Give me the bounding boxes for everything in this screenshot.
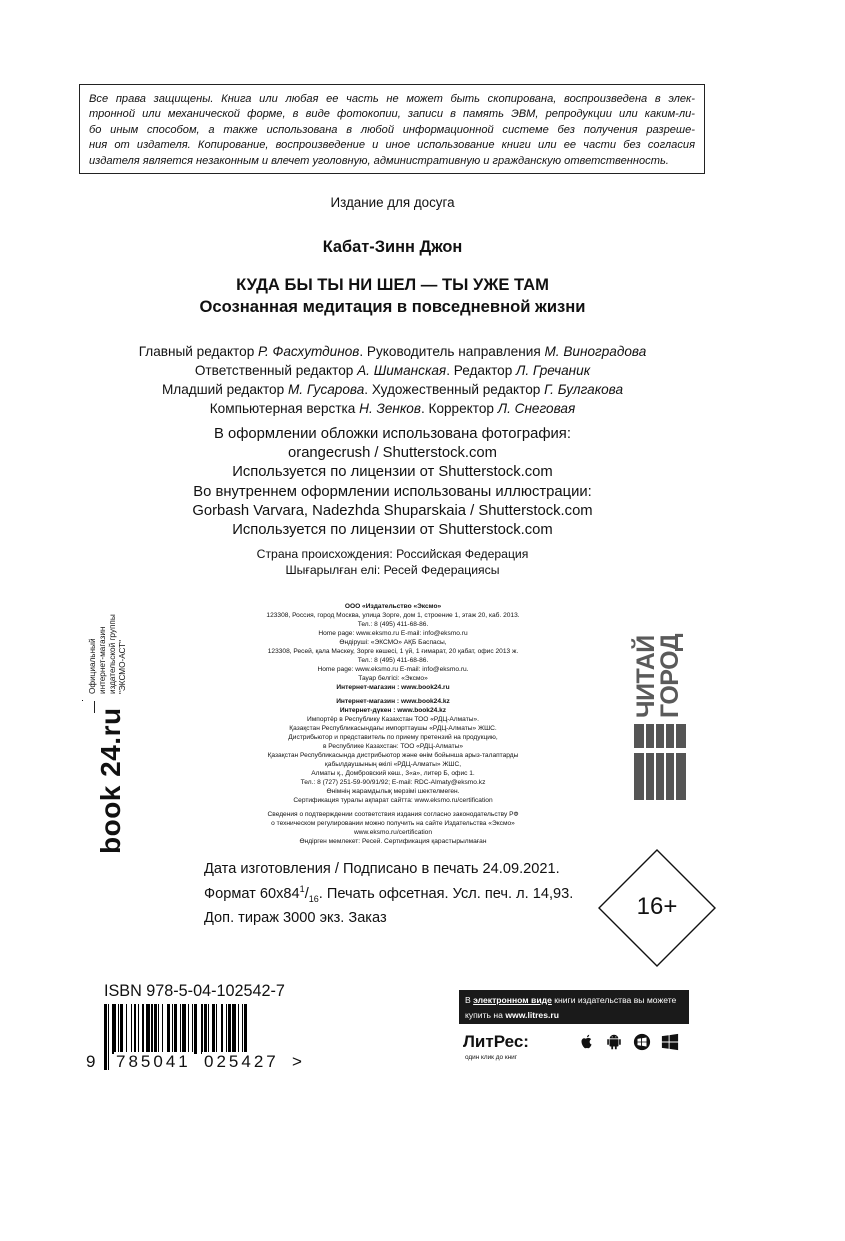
divider (94, 701, 95, 713)
imprint-line: Алматы қ., Домбровский көш., 3«а», литер Б, офис 1. (311, 770, 475, 777)
photo-credit-line: В оформлении обложки использована фотография: (214, 426, 571, 442)
imprint-line: Сертификация туралы ақпарат сайтта: www.eksmo.ru/certification (293, 797, 493, 804)
edition-type: Издание для досуга (330, 195, 455, 210)
print-format: Формат $60х84^1/_{16}$. Печать офсетная. Усл. печ. л. 14,93. (204, 883, 574, 904)
caption-line: Официальный (88, 638, 97, 694)
logo-word: ЧИТАЙ (632, 635, 660, 718)
imprint-line: Тел.: 8 (495) 411-68-86. (357, 621, 429, 628)
barcode-bar (151, 1004, 152, 1054)
barcode-bar (112, 1004, 116, 1054)
country-of-origin (0, 547, 785, 578)
copyright-notice (79, 84, 705, 174)
android-icon (605, 1033, 623, 1051)
barcode-bar (182, 1004, 186, 1054)
barcode-bar (108, 1004, 109, 1070)
barcode-bar (138, 1004, 139, 1054)
imprint-line: о техническом регулировании можно получить на сайте Издательства «Эксмо» (271, 820, 515, 827)
imprint-line: Home page: www.eksmo.ru E-mail: info@eksmo.ru. (317, 666, 469, 673)
publisher-imprint (213, 602, 573, 846)
barcode-bar (188, 1004, 189, 1054)
barcode-digits-left: 785041 (116, 1052, 191, 1071)
logo-word: ГОРОД (656, 633, 684, 718)
barcode (86, 1004, 306, 1074)
imprint-line: Өндірген мемлекет: Ресей. Сертификация қарастырылмаған (299, 838, 487, 845)
imprint-line: Тел.: 8 (495) 411-68-86. (357, 657, 429, 664)
barcode-bar (226, 1004, 227, 1054)
barcode-bar (154, 1004, 157, 1054)
barcode-bar (146, 1004, 150, 1054)
imprint-line: 123308, Россия, город Москва, улица Зорге, дом 1, строение 1, этаж 20, каб. 2013. (266, 612, 520, 619)
barcode-bar (104, 1004, 107, 1070)
imprint-line: www.eksmo.ru/certification (353, 829, 433, 836)
imprint-line: ООО «Издательство «Эксмо» (344, 603, 442, 610)
barcode-bar (201, 1004, 202, 1054)
imprint-line: Дистрибьютор и представитель по приему претензий на продукцию, (288, 734, 498, 741)
barcode-bar (192, 1004, 193, 1054)
barcode-digit: 9 (86, 1052, 96, 1071)
litres-logo: ЛитРес: (463, 1032, 529, 1051)
barcode-bar (228, 1004, 231, 1054)
book24-side-block (58, 602, 148, 872)
barcode-bar (167, 1004, 170, 1054)
barcode-bar (118, 1004, 119, 1054)
barcode-bar (172, 1004, 173, 1054)
imprint-line: қабылдаушының өкілі «РДЦ-Алматы» ЖШС, (324, 761, 462, 768)
imprint-line: Қазақстан Республикасындағы импорттаушы «РДЦ-Алматы» ЖШС. (289, 725, 497, 732)
barcode-bar (126, 1004, 127, 1054)
barcode-bar (158, 1004, 159, 1054)
imprint-line: Интернет-магазин : www.book24.ru (336, 684, 450, 691)
barcode-digits-right: 025427 (204, 1052, 279, 1071)
copyright-line: бо иным способом, а также использована в любой информационной системе без получения разреше- (89, 123, 695, 136)
windows-icon (661, 1033, 679, 1051)
barcode-bar (142, 1004, 145, 1054)
barcode-bar (120, 1004, 123, 1054)
imprint-line: Home page: www.eksmo.ru E-mail: info@eksmo.ru (318, 630, 468, 637)
imprint-line: в Республике Казахстан: ТОО «РДЦ-Алматы» (322, 743, 464, 750)
barcode-bar (131, 1004, 132, 1054)
barcode-bar (134, 1004, 137, 1054)
imprint-line: Интернет-дүкен : www.book24.kz (339, 707, 447, 714)
credit-line: Компьютерная верстка Н. Зенков. Корректор Л. Снеговая (209, 401, 576, 416)
barcode-bar (238, 1004, 239, 1054)
book24-logo: book 24.ru (95, 707, 126, 854)
isbn: ISBN 978-5-04-102542-7 (104, 982, 285, 1000)
photo-credit-line: Используется по лицензии от Shutterstock.com (232, 464, 553, 481)
barcode-bar (242, 1004, 243, 1054)
photo-credit-line: Используется по лицензии от Shutterstock.com (232, 522, 553, 539)
credit-line: Младший редактор М. Гусарова. Художественный редактор Г. Булгакова (161, 382, 624, 397)
caption-line: издательской группы (108, 614, 117, 694)
credit-line: Главный редактор Р. Фасхутдинов. Руководитель направления М. Виноградова (138, 344, 647, 359)
imprint-line: Өндіруші: «ЭКСМО» АҚБ Баспасы, (339, 639, 447, 646)
barcode-bar (194, 1004, 197, 1054)
book-subtitle: Осознанная медитация в повседневной жизни (199, 297, 586, 316)
barcode-bar (221, 1004, 222, 1054)
imprint-line: Тауар белгісі: «Эксмо» (358, 675, 428, 682)
imprint-line: Қазақстан Республикасында дистрибьютор және өнім бойынша арыз-талаптарды (267, 752, 519, 759)
litres-ad-banner: В электронном виде книги издательства вы можете купить на www.litres.ru (459, 990, 689, 1024)
barcode-bar (208, 1004, 209, 1054)
chitai-gorod-mark (634, 724, 686, 800)
country-line: Страна происхождения: Российская Федерация (256, 547, 529, 561)
photo-credit-line: orangecrush / Shutterstock.com (288, 445, 497, 462)
country-line: Шығарылған елі: Ресей Федерациясы (285, 562, 500, 577)
imprint-line: Интернет-магазин : www.book24.kz (336, 698, 450, 705)
barcode-end-mark: > (292, 1052, 302, 1071)
imprint-line: 123308, Ресей, қала Мәскеу, Зорге көшесі, 1 үй, 1 ғимарат, 20 қабат, офис 2013 ж. (267, 648, 519, 655)
barcode-bar (232, 1004, 236, 1054)
chitai-gorod-logo (628, 606, 698, 802)
book24-caption (88, 614, 128, 694)
credit-line: Ответственный редактор А. Шиманская. Редактор Л. Гречаник (194, 363, 591, 378)
copyright-line: тронной или механической форме, в виде фотокопии, записи в память ЭВМ, репродукции или каким-ли- (89, 108, 695, 121)
caption-line: "ЭКСМО-АСТ" (118, 639, 127, 694)
imprint-line: Өнімнің жарамдылық мерзімі шектелмеген. (326, 788, 460, 795)
print-run: Доп. тираж 3000 экз. Заказ (204, 909, 387, 926)
barcode-bar (204, 1004, 207, 1054)
barcode-bar (162, 1004, 163, 1054)
caption-line: интернет-магазин (98, 626, 107, 694)
print-date: Дата изготовления / Подписано в печать 24.09.2021. (204, 861, 560, 877)
photo-credit-line: Gorbash Varvara, Nadezhda Shuparskaia / Shutterstock.com (192, 502, 593, 519)
age-rating-badge (597, 848, 717, 968)
photo-credit-line: Во внутреннем оформлении использованы иллюстрации: (193, 483, 592, 500)
apple-icon (577, 1033, 595, 1051)
imprint-line: Импортёр в Республику Казахстан ТОО «РДЦ-Алматы». (307, 716, 479, 723)
copyright-line: ния от издателя. Копирование, воспроизведение и иное использование книги или ее части без согласия (89, 139, 695, 152)
age-rating-text: 16+ (636, 893, 678, 920)
print-info (204, 860, 604, 928)
copyright-line: издателя является незаконным и влечет уголовную, административную и гражданскую ответственность. (89, 154, 669, 167)
litres-tagline: один клик до книг (465, 1054, 518, 1061)
copyright-line: Все права защищены. Книга или любая ее часть не может быть скопирована, воспроизведена в элек- (89, 93, 695, 105)
photo-credits (0, 425, 785, 540)
imprint-line: Тел.: 8 (727) 251-59-90/91/92; E-mail: RDC-Almaty@eksmo.kz (300, 779, 486, 786)
editorial-credits (0, 342, 785, 418)
author: Кабат-Зинн Джон (322, 238, 463, 256)
imprint-line: Сведения о подтверждении соответствия издания согласно законодательству РФ (267, 811, 519, 818)
windows-phone-icon (633, 1033, 651, 1051)
barcode-bar (216, 1004, 217, 1054)
book-title: КУДА БЫ ТЫ НИ ШЕЛ — ТЫ УЖЕ ТАМ (236, 275, 549, 294)
litres-ad (459, 990, 689, 1072)
barcode-bar (212, 1004, 215, 1054)
